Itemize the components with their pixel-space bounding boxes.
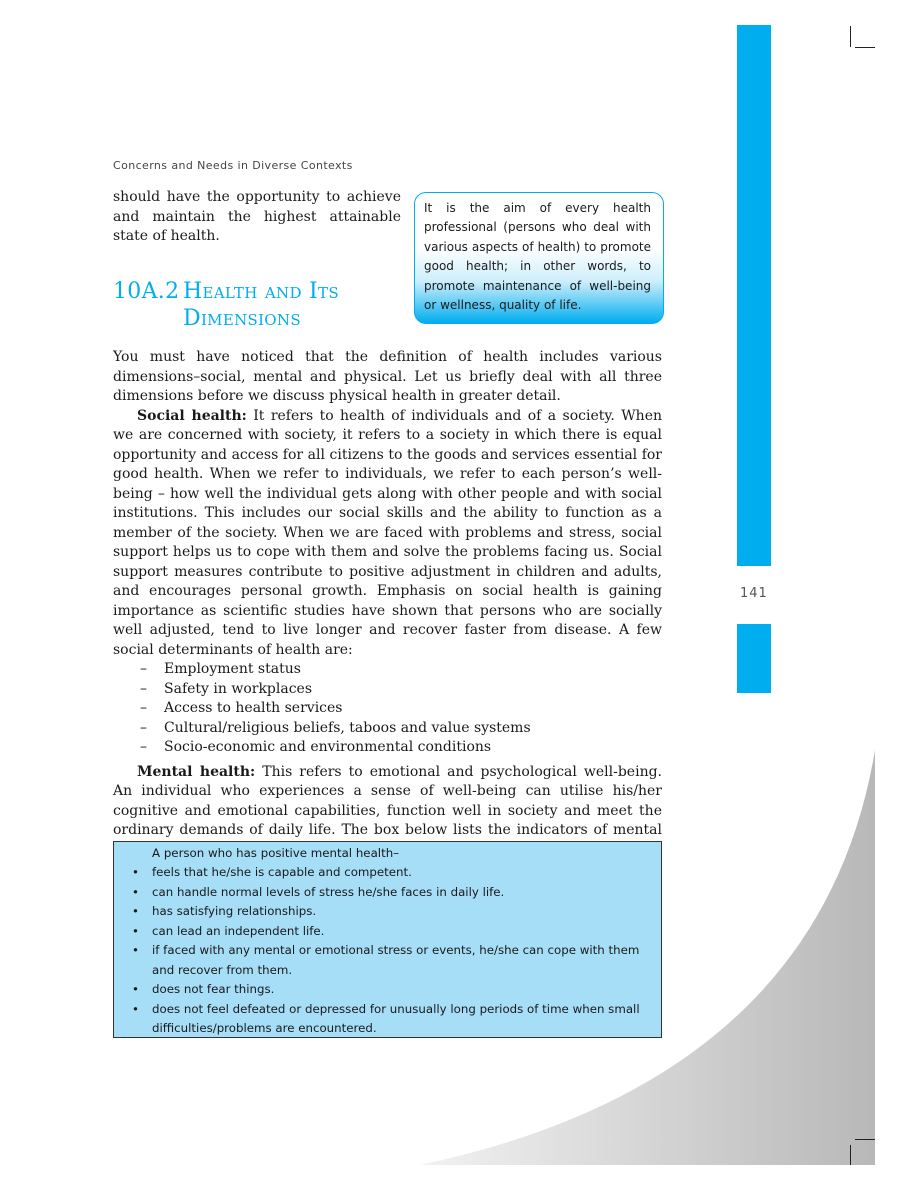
list-item (132, 1000, 656, 1039)
list-item-text: has satisfying relationships. (152, 904, 317, 918)
section-heading (113, 278, 339, 332)
dash-marker: – (140, 739, 147, 755)
aim-callout-text: It is the aim of every health professional (persons who deal with various aspects of health) to promote good health; in other words, to promote maintenance of well-being or wellness, quality of life. (424, 201, 651, 313)
crop-mark (850, 26, 851, 47)
dash-marker: – (140, 719, 147, 736)
list-item (132, 863, 656, 883)
list-item (132, 980, 656, 1000)
crop-mark (850, 1145, 851, 1165)
list-item-text: does not fear things. (152, 982, 275, 996)
list-item-text: Safety in workplaces (164, 680, 313, 697)
dash-marker: – (140, 680, 147, 697)
list-item (113, 660, 662, 680)
mental-indicators-list (132, 863, 656, 1039)
intro-text: should have the opportunity to achieve and maintain the highest attainable state of health. (113, 189, 401, 244)
dash-marker: – (140, 700, 147, 716)
dimensions-paragraph: You must have noticed that the definition of health includes various dimensions–social, mental and physical. Let us briefly deal with all three dimensions before we discuss physical health in greater detail. (113, 349, 662, 404)
list-item-text: Socio-economic and environmental conditions (164, 739, 492, 755)
list-item (132, 902, 656, 922)
section-title-line2: Dimensions (183, 306, 301, 331)
page-number: 141 (740, 586, 768, 601)
list-item (132, 922, 656, 942)
side-accent-bar-bottom (737, 624, 771, 693)
determinants-list (113, 660, 662, 758)
crop-mark (855, 1139, 875, 1140)
list-item-text: if faced with any mental or emotional stress or events, he/she can cope with them and recover from them. (152, 943, 640, 977)
bullet-marker: • (132, 884, 139, 899)
side-accent-bar-top (737, 25, 771, 566)
list-item-text: can handle normal levels of stress he/she faces in daily life. (152, 884, 505, 899)
list-item (132, 883, 656, 903)
main-body (113, 348, 662, 860)
mental-health-label: Mental health: (137, 763, 256, 780)
section-number: 10A.2 (113, 279, 180, 304)
social-health-paragraph (113, 407, 662, 661)
list-item (113, 699, 662, 719)
list-item-text: Cultural/religious beliefs, taboos and value systems (164, 719, 531, 736)
running-head: Concerns and Needs in Diverse Contexts (113, 159, 353, 172)
social-health-text: It refers to health of individuals and of a society. When we are concerned with society, it refers to a society in which there is equal opportunity and access for all citizens to the goods and services essential for good health. When we refer to individuals, we refer to each person’s well-being – how well the individual gets along with other people and with social institutions. This includes our social skills and the ability to function as a member of the society. When we are faced with problems and stress, social support helps us to cope with them and solve the problems facing us. Social support measures contribute to positive adjustment in children and adults, and encourages personal growth. Emphasis on social health is gaining importance as scientific studies have shown that persons who are socially well adjusted, tend to live longer and recover faster from disease. A few social determinants of health are: (113, 407, 663, 658)
list-item (113, 680, 662, 700)
list-item-text: can lead an independent life. (152, 923, 325, 938)
list-item-text: feels that he/she is capable and competent. (152, 865, 412, 879)
bullet-marker: • (132, 904, 139, 918)
social-health-label: Social health: (137, 407, 247, 424)
list-item (113, 738, 662, 758)
bullet-marker: • (132, 943, 139, 957)
dash-marker: – (140, 661, 147, 677)
list-item (113, 719, 662, 739)
list-item-text: does not feel defeated or depressed for unusually long periods of time when small difficulties/problems are encountered. (152, 1001, 640, 1035)
bullet-marker: • (132, 982, 139, 996)
aim-callout-box (414, 192, 664, 324)
bullet-marker: • (132, 1001, 139, 1016)
mental-box-heading: A person who has positive mental health– (152, 846, 400, 860)
list-item-text: Employment status (164, 661, 301, 677)
mental-health-indicators-box (113, 841, 662, 1038)
list-item (132, 941, 656, 980)
mental-health-text: This refers to emotional and psychological well-being. An individual who experiences a sense of well-being can utilise his/her cognitive and emotional capabilities, function well in society and meet the ordinary demands of daily life. The box below lists the indicators of mental (113, 763, 662, 838)
bullet-marker: • (132, 923, 139, 938)
section-title-line1: Health and Its (183, 279, 339, 304)
crop-mark (855, 47, 875, 48)
list-item-text: Access to health services (164, 700, 343, 716)
bullet-marker: • (132, 865, 139, 879)
